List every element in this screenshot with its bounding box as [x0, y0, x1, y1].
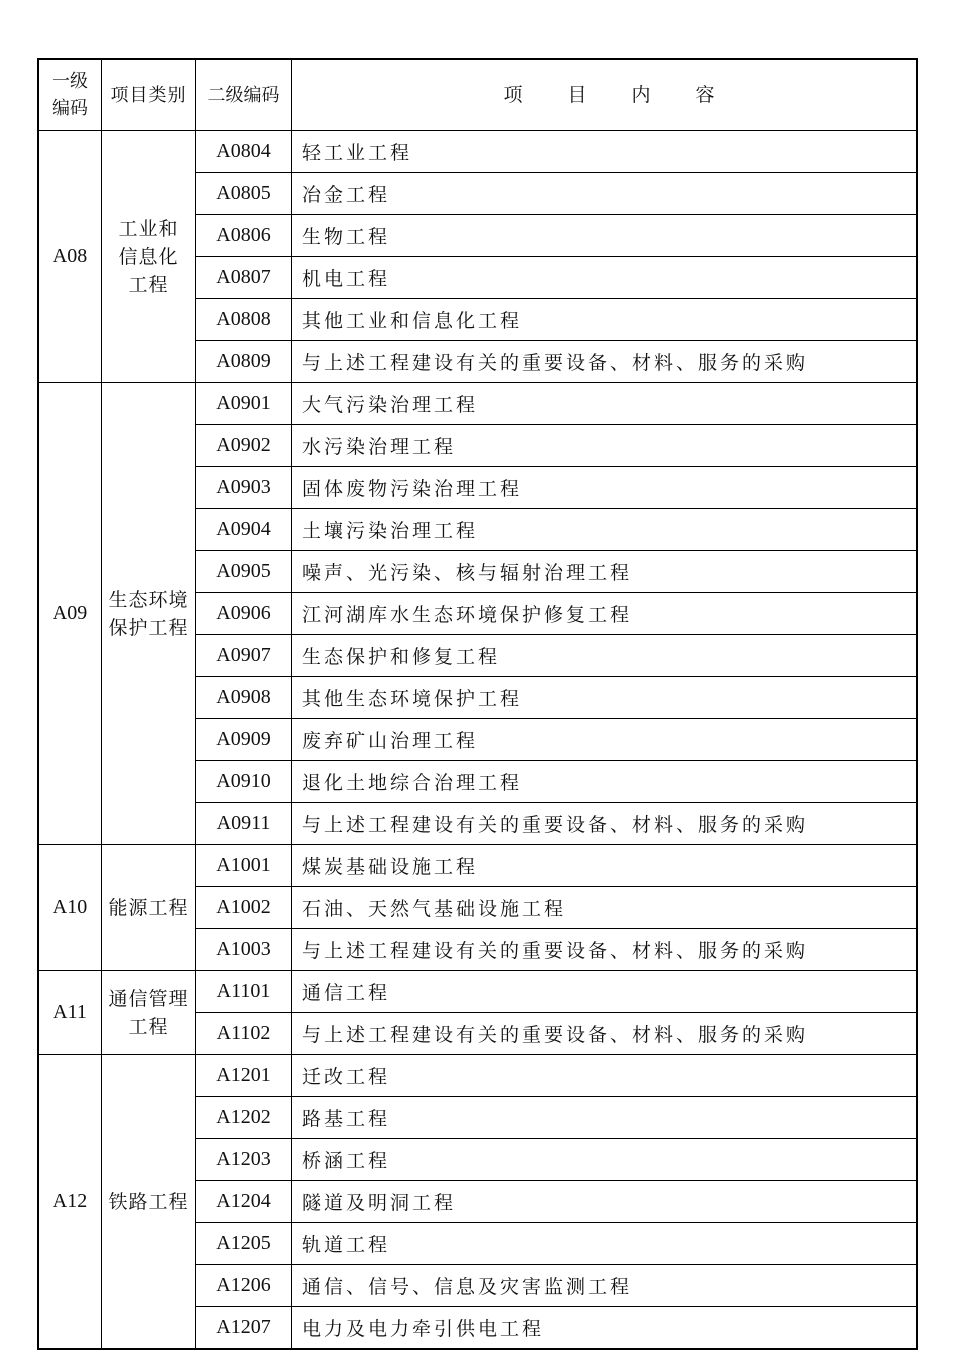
level1-code-cell: A12 [38, 1055, 102, 1350]
header-content-char: 容 [695, 83, 715, 106]
header-content-char: 内 [631, 83, 651, 106]
level2-code-cell: A0911 [196, 803, 292, 845]
level2-code-cell: A0907 [196, 635, 292, 677]
category-line: 能源工程 [108, 896, 189, 919]
content-cell: 土壤污染治理工程 [292, 509, 918, 551]
content-cell: 其他生态环境保护工程 [292, 677, 918, 719]
content-cell: 迁改工程 [292, 1055, 918, 1097]
level2-code-cell: A1003 [196, 929, 292, 971]
category-line: 信息化 [118, 245, 179, 268]
category-cell [102, 845, 196, 971]
table-row [38, 971, 917, 1013]
content-cell: 退化土地综合治理工程 [292, 761, 918, 803]
content-cell: 生物工程 [292, 215, 918, 257]
header-content-char: 目 [567, 83, 587, 106]
level2-code-cell: A0902 [196, 425, 292, 467]
content-cell: 轨道工程 [292, 1223, 918, 1265]
category-line: 工程 [128, 1015, 169, 1038]
content-cell: 噪声、光污染、核与辐射治理工程 [292, 551, 918, 593]
level2-code-cell: A1207 [196, 1307, 292, 1350]
level2-code-cell: A1205 [196, 1223, 292, 1265]
level2-code-cell: A0910 [196, 761, 292, 803]
level2-code-cell: A0905 [196, 551, 292, 593]
content-cell: 路基工程 [292, 1097, 918, 1139]
level2-code-cell: A1001 [196, 845, 292, 887]
level2-code-cell: A1203 [196, 1139, 292, 1181]
header-level1-code-line2: 编码 [52, 98, 88, 119]
category-cell [102, 1055, 196, 1350]
category-line: 生态环境 [108, 588, 189, 611]
content-cell: 其他工业和信息化工程 [292, 299, 918, 341]
header-level1-code-line1: 一级 [52, 71, 88, 92]
content-cell: 固体废物污染治理工程 [292, 467, 918, 509]
level2-code-cell: A0906 [196, 593, 292, 635]
header-level2-code: 二级编码 [196, 59, 292, 131]
content-cell: 通信、信号、信息及灾害监测工程 [292, 1265, 918, 1307]
content-cell: 与上述工程建设有关的重要设备、材料、服务的采购 [292, 1013, 918, 1055]
header-content [292, 59, 918, 131]
level1-code-cell: A11 [38, 971, 102, 1055]
level2-code-cell: A1201 [196, 1055, 292, 1097]
level1-code-cell: A09 [38, 383, 102, 845]
category-line: 通信管理 [108, 987, 189, 1010]
content-cell: 机电工程 [292, 257, 918, 299]
level2-code-cell: A0904 [196, 509, 292, 551]
level2-code-cell: A0908 [196, 677, 292, 719]
level2-code-cell: A0805 [196, 173, 292, 215]
level2-code-cell: A0807 [196, 257, 292, 299]
project-code-table-sheet [37, 58, 918, 1350]
content-cell: 通信工程 [292, 971, 918, 1013]
level2-code-cell: A0901 [196, 383, 292, 425]
content-cell: 与上述工程建设有关的重要设备、材料、服务的采购 [292, 341, 918, 383]
table-row [38, 383, 917, 425]
category-cell [102, 383, 196, 845]
table-row [38, 1055, 917, 1097]
level2-code-cell: A1102 [196, 1013, 292, 1055]
level2-code-cell: A0804 [196, 131, 292, 173]
table-body [38, 131, 917, 1350]
level2-code-cell: A1101 [196, 971, 292, 1013]
content-cell: 废弃矿山治理工程 [292, 719, 918, 761]
content-cell: 与上述工程建设有关的重要设备、材料、服务的采购 [292, 929, 918, 971]
level2-code-cell: A1002 [196, 887, 292, 929]
category-cell [102, 971, 196, 1055]
content-cell: 生态保护和修复工程 [292, 635, 918, 677]
level2-code-cell: A1202 [196, 1097, 292, 1139]
level2-code-cell: A0909 [196, 719, 292, 761]
level1-code-cell: A10 [38, 845, 102, 971]
content-cell: 水污染治理工程 [292, 425, 918, 467]
project-code-table [37, 58, 918, 1350]
category-line: 铁路工程 [108, 1190, 189, 1213]
category-line: 工业和 [118, 217, 179, 240]
content-cell: 冶金工程 [292, 173, 918, 215]
content-cell: 煤炭基础设施工程 [292, 845, 918, 887]
level2-code-cell: A0808 [196, 299, 292, 341]
header-level1-code [38, 59, 102, 131]
content-cell: 轻工业工程 [292, 131, 918, 173]
content-cell: 大气污染治理工程 [292, 383, 918, 425]
table-row [38, 131, 917, 173]
content-cell: 石油、天然气基础设施工程 [292, 887, 918, 929]
level2-code-cell: A1204 [196, 1181, 292, 1223]
level1-code-cell: A08 [38, 131, 102, 383]
header-row [38, 59, 917, 131]
header-content-char: 项 [503, 83, 523, 106]
level2-code-cell: A0809 [196, 341, 292, 383]
level2-code-cell: A1206 [196, 1265, 292, 1307]
category-line: 保护工程 [108, 616, 189, 639]
content-cell: 与上述工程建设有关的重要设备、材料、服务的采购 [292, 803, 918, 845]
table-row [38, 845, 917, 887]
table-header [38, 59, 917, 131]
category-line: 工程 [128, 273, 169, 296]
content-cell: 隧道及明洞工程 [292, 1181, 918, 1223]
header-category: 项目类别 [102, 59, 196, 131]
content-cell: 电力及电力牵引供电工程 [292, 1307, 918, 1350]
content-cell: 桥涵工程 [292, 1139, 918, 1181]
content-cell: 江河湖库水生态环境保护修复工程 [292, 593, 918, 635]
level2-code-cell: A0806 [196, 215, 292, 257]
level2-code-cell: A0903 [196, 467, 292, 509]
category-cell [102, 131, 196, 383]
